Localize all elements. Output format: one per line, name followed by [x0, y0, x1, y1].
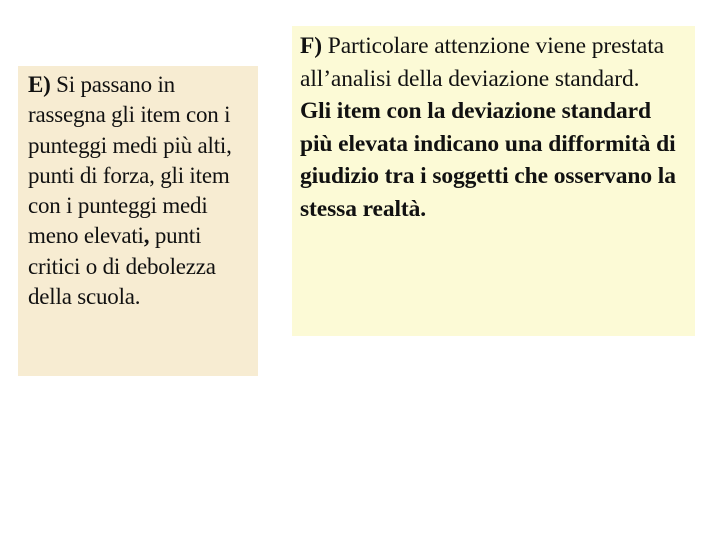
slide-box-f [292, 26, 695, 336]
box-e-comma: , [143, 223, 150, 249]
box-e-letter: E) [28, 72, 51, 97]
box-e-text: Si passano in rassegna gli item con i punteggi medi più alti, punti di forza, gli item con i punteggi medi meno elevati [28, 72, 232, 249]
box-f-letter: F) [300, 33, 322, 59]
box-e-paragraph [28, 70, 250, 312]
slide-box-e [18, 66, 258, 376]
box-e-text-end: punti critici o di debolezza della scuola. [28, 223, 216, 310]
box-f-bold-paragraph: Gli item con la deviazione standard più elevata indicano una difformità di giudizio tra i soggetti che osservano la stessa realtà. [300, 98, 676, 222]
box-f-text: Particolare attenzione viene prestata all’analisi della deviazione standard. [300, 33, 664, 92]
box-f-paragraph [300, 30, 689, 95]
